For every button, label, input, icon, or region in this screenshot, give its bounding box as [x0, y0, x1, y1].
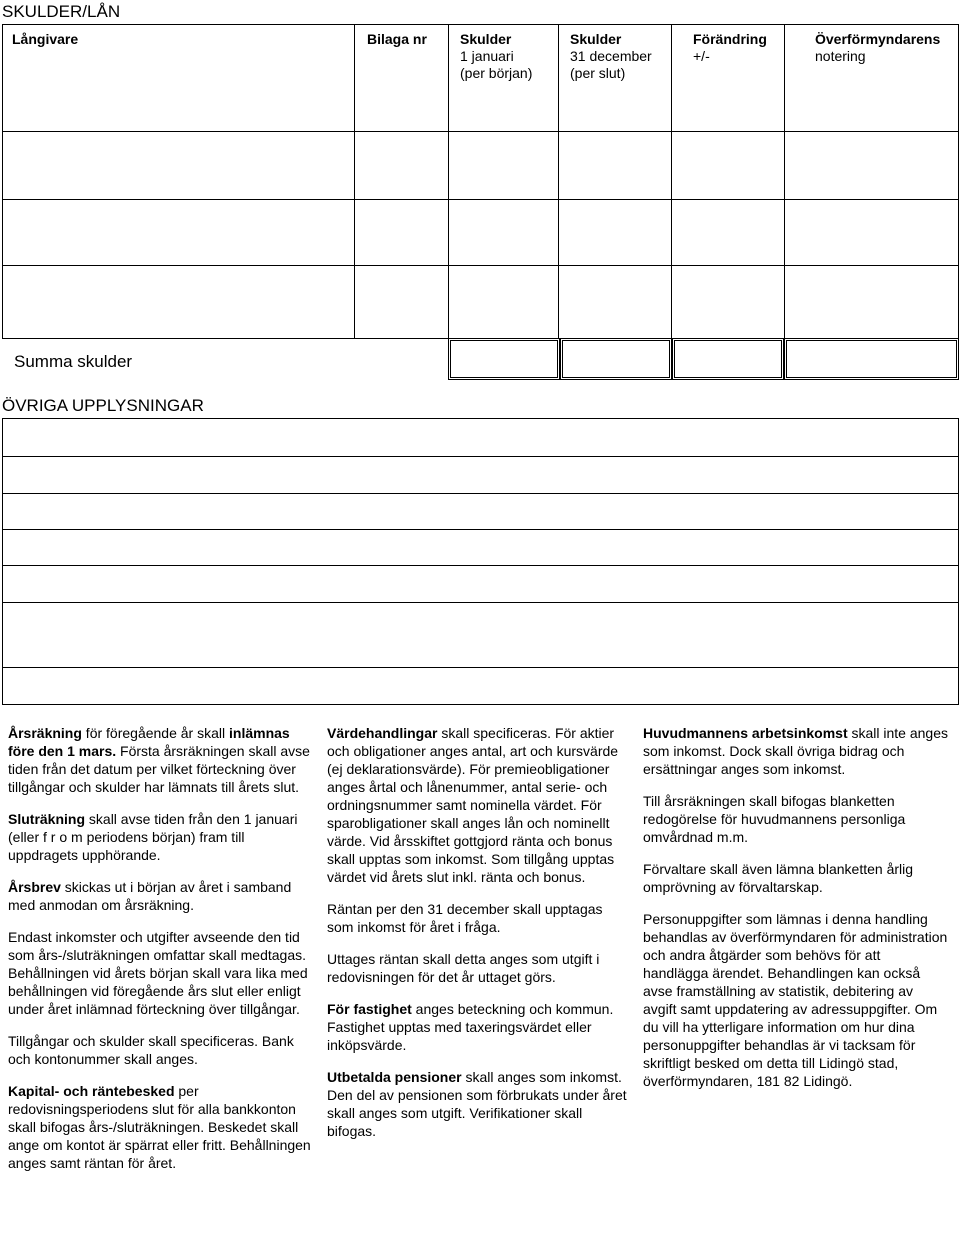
header-debts-jan: Skulder 1 januari (per början)	[460, 31, 533, 81]
other-info-box[interactable]	[2, 418, 959, 705]
col-divider	[671, 24, 672, 339]
other-info-heading: ÖVRIGA UPPLYSNINGAR	[2, 396, 204, 415]
other-info-line	[2, 602, 959, 603]
col-divider	[558, 24, 559, 339]
header-appendix: Bilaga nr	[367, 31, 427, 47]
col-divider	[354, 24, 355, 339]
sum-label: Summa skulder	[14, 352, 133, 371]
page-title: SKULDER/LÅN	[2, 2, 121, 21]
instructions-col-1: Årsräkning för föregående år skall inlämnas före den 1 mars. Första årsräkningen skall avse tiden från det datum per vilket förteckning över tillgångar och skulder har lämnats till årets slut. Sluträkning skall avse tiden från den 1 januari (eller f r o m periodens början) fram till uppdragets upphörande. Årsbrev skickas ut i början av året i samband med anmodan om årsräkning. Endast inkomster och utgifter avseende den tid som års-/sluträkningen omfattar skall medtagas. Behållningen vid årets början skall vara lika med behållningen vid föregående års slut eller enligt under året inlämnad förteckning över tillgångar. Tillgångar och skulder skall specificeras. Bank och kontonummer skall anges. Kapital- och räntebesked per redovisningsperiodens slut för alla bankkonton skall bifogas års-/sluträkningen. Beskedet skall ange om kontot är spärrat eller fritt. Behållningen anges samt räntan för året.	[8, 725, 311, 1171]
other-info-line	[2, 565, 959, 566]
col-divider	[448, 24, 449, 339]
sum-jan-field[interactable]	[448, 338, 560, 380]
sum-note-field[interactable]	[784, 338, 959, 380]
sum-dec-field[interactable]	[560, 338, 672, 380]
header-creditor: Långivare	[12, 31, 79, 47]
other-info-line	[2, 456, 959, 457]
row-divider	[2, 131, 959, 132]
other-info-line	[2, 667, 959, 668]
row-divider	[2, 199, 959, 200]
col-divider	[784, 24, 785, 339]
row-divider	[2, 265, 959, 266]
other-info-line	[2, 529, 959, 530]
instructions-col-2: Värdehandlingar skall specificeras. För aktier och obligationer anges antal, art och kursvärde (ej deklarationsvärde). För premieobligationer anges årtal och lånenummer, antal serie- och ordningsnummer samt nominella värdet. För sparobligationer skall anges lån och nominellt värde. Vid årsskiftet gottgjord ränta och bonus skall upptas som inkomst. Som tillgång upptas värdet vid årets slut inkl. ränta och bonus. Räntan per den 31 december skall upptagas som inkomst för året i fråga. Uttages räntan skall detta anges som utgift i redovisningen för det år uttaget görs. För fastighet anges beteckning och kommun. Fastighet upptas med taxeringsvärdet eller inköpsvärde. Utbetalda pensioner skall anges som inkomst. Den del av pensionen som förbrukats under året skall anges som utgift. Verifikationer skall bifogas.	[327, 725, 627, 1139]
header-change: Förändring +/-	[693, 31, 767, 64]
header-note: Överförmyndarens notering	[815, 31, 941, 64]
sum-change-field[interactable]	[672, 338, 784, 380]
header-debts-dec: Skulder 31 december (per slut)	[570, 31, 652, 81]
instructions-col-3: Huvudmannens arbetsinkomst skall inte anges som inkomst. Dock skall övriga bidrag och ersättningar anges som inkomst. Till årsräkningen skall bifogas blanketten redogörelse för huvudmannens personliga omvårdnad m.m. Förvaltare skall även lämna blanketten årlig omprövning av förvaltarskap. Personuppgifter som lämnas i denna handling behandlas av överförmyndaren för administration och andra åtgärder som behövs för att handlägga ärendet. Behandlingen kan också avse framställning av statistik, debitering av avgift samt uppdatering av adressuppgifter. Om du vill ha ytterligare information om hur dina personuppgifter behandlas är vi tacksam för skriftligt besked om detta till Lidingö stad, överförmyndaren, 181 82 Lidingö.	[643, 725, 949, 1089]
other-info-line	[2, 493, 959, 494]
